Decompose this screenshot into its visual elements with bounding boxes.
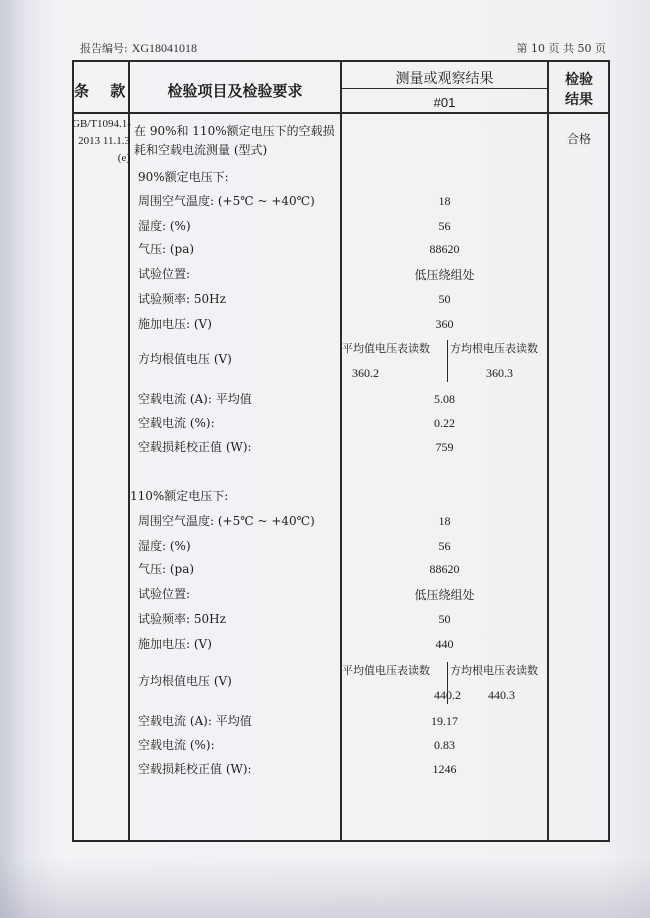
row-value: 56 [438, 539, 451, 553]
split-right-value: 360.3 [486, 366, 513, 380]
row-label: 试验频率: 50Hz [138, 292, 226, 306]
clause-code: GB/T1094.1-2013 11.1.3 (e) [72, 118, 131, 164]
report-number-label: 报告编号: [80, 42, 128, 55]
split-left-value: 360.2 [352, 366, 379, 380]
row-label: 周围空气温度: (+5℃ ~ +40℃) [138, 194, 315, 208]
row-label: 方均根值电压 (V) [138, 352, 232, 366]
row-label: 湿度: (%) [138, 539, 191, 553]
header-result [549, 70, 609, 110]
row-value: 18 [438, 514, 451, 528]
row-value: 759 [435, 440, 454, 454]
row-label: 空载损耗校正值 (W): [138, 440, 252, 454]
row-value: 19.17 [431, 714, 458, 728]
row-label: 气压: (pa) [138, 562, 195, 576]
split-left-value: 440.2 [434, 688, 461, 702]
row-label: 空载电流 (%): [138, 738, 215, 752]
inspection-table [72, 60, 610, 842]
split-divider [447, 340, 448, 382]
row-value: 低压绕组处 [414, 588, 475, 602]
row-value: 88620 [429, 242, 460, 256]
row-value: 88620 [429, 562, 460, 576]
header-item: 检验项目及检验要求 [167, 82, 303, 100]
header-clause: 条 款 [74, 82, 134, 100]
row-value: 低压绕组处 [414, 268, 475, 282]
row-label: 空载损耗校正值 (W): [138, 762, 252, 776]
row-label: 试验位置: [138, 587, 191, 601]
section-title: 90%额定电压下: [138, 170, 229, 184]
item-title: 在 90%和 110%额定电压下的空载损耗和空载电流测量 (型式) [134, 124, 335, 157]
section-title: 110%额定电压下: [130, 489, 229, 503]
row-value: 18 [438, 194, 451, 208]
row-label: 施加电压: (V) [138, 317, 212, 331]
page-shadow [0, 858, 650, 918]
split-right-label: 方均根电压表读数 [450, 664, 538, 677]
row-label: 空载电流 (%): [138, 416, 215, 430]
row-label: 湿度: (%) [138, 219, 191, 233]
row-label: 方均根值电压 (V) [138, 674, 232, 688]
split-left-label: 平均值电压表读数 [342, 664, 430, 677]
row-label: 空载电流 (A): 平均值 [138, 714, 252, 728]
row-label: 施加电压: (V) [138, 637, 212, 651]
row-value: 0.83 [434, 738, 455, 752]
page-info: 第 10 页 共 50 页 [516, 42, 606, 55]
col-divider-measure [547, 62, 549, 840]
row-label: 试验频率: 50Hz [138, 612, 226, 626]
report-number [80, 40, 197, 56]
header-sample: #01 [433, 95, 456, 110]
row-value: 0.22 [434, 416, 455, 430]
row-value: 440 [435, 637, 454, 651]
split-right-label: 方均根电压表读数 [450, 342, 538, 355]
verdict: 合格 [566, 132, 591, 146]
sample-divider [340, 88, 547, 89]
split-right-value: 440.3 [488, 688, 515, 702]
split-left-label: 平均值电压表读数 [342, 342, 430, 355]
row-value: 50 [438, 292, 451, 306]
col-divider-clause [128, 62, 130, 840]
row-label: 周围空气温度: (+5℃ ~ +40℃) [138, 514, 315, 528]
row-value: 50 [438, 612, 451, 626]
row-value: 56 [438, 219, 451, 233]
header-divider [74, 112, 608, 114]
header-result-text: 检验结果 [565, 72, 593, 108]
row-label: 试验位置: [138, 267, 191, 281]
row-value: 5.08 [434, 392, 455, 406]
header-measurement: 测量或观察结果 [395, 71, 494, 87]
row-value: 1246 [432, 762, 457, 776]
row-value: 360 [435, 317, 454, 331]
row-label: 空载电流 (A): 平均值 [138, 392, 252, 406]
row-label: 气压: (pa) [138, 242, 195, 256]
report-number-value: XG18041018 [131, 41, 198, 55]
